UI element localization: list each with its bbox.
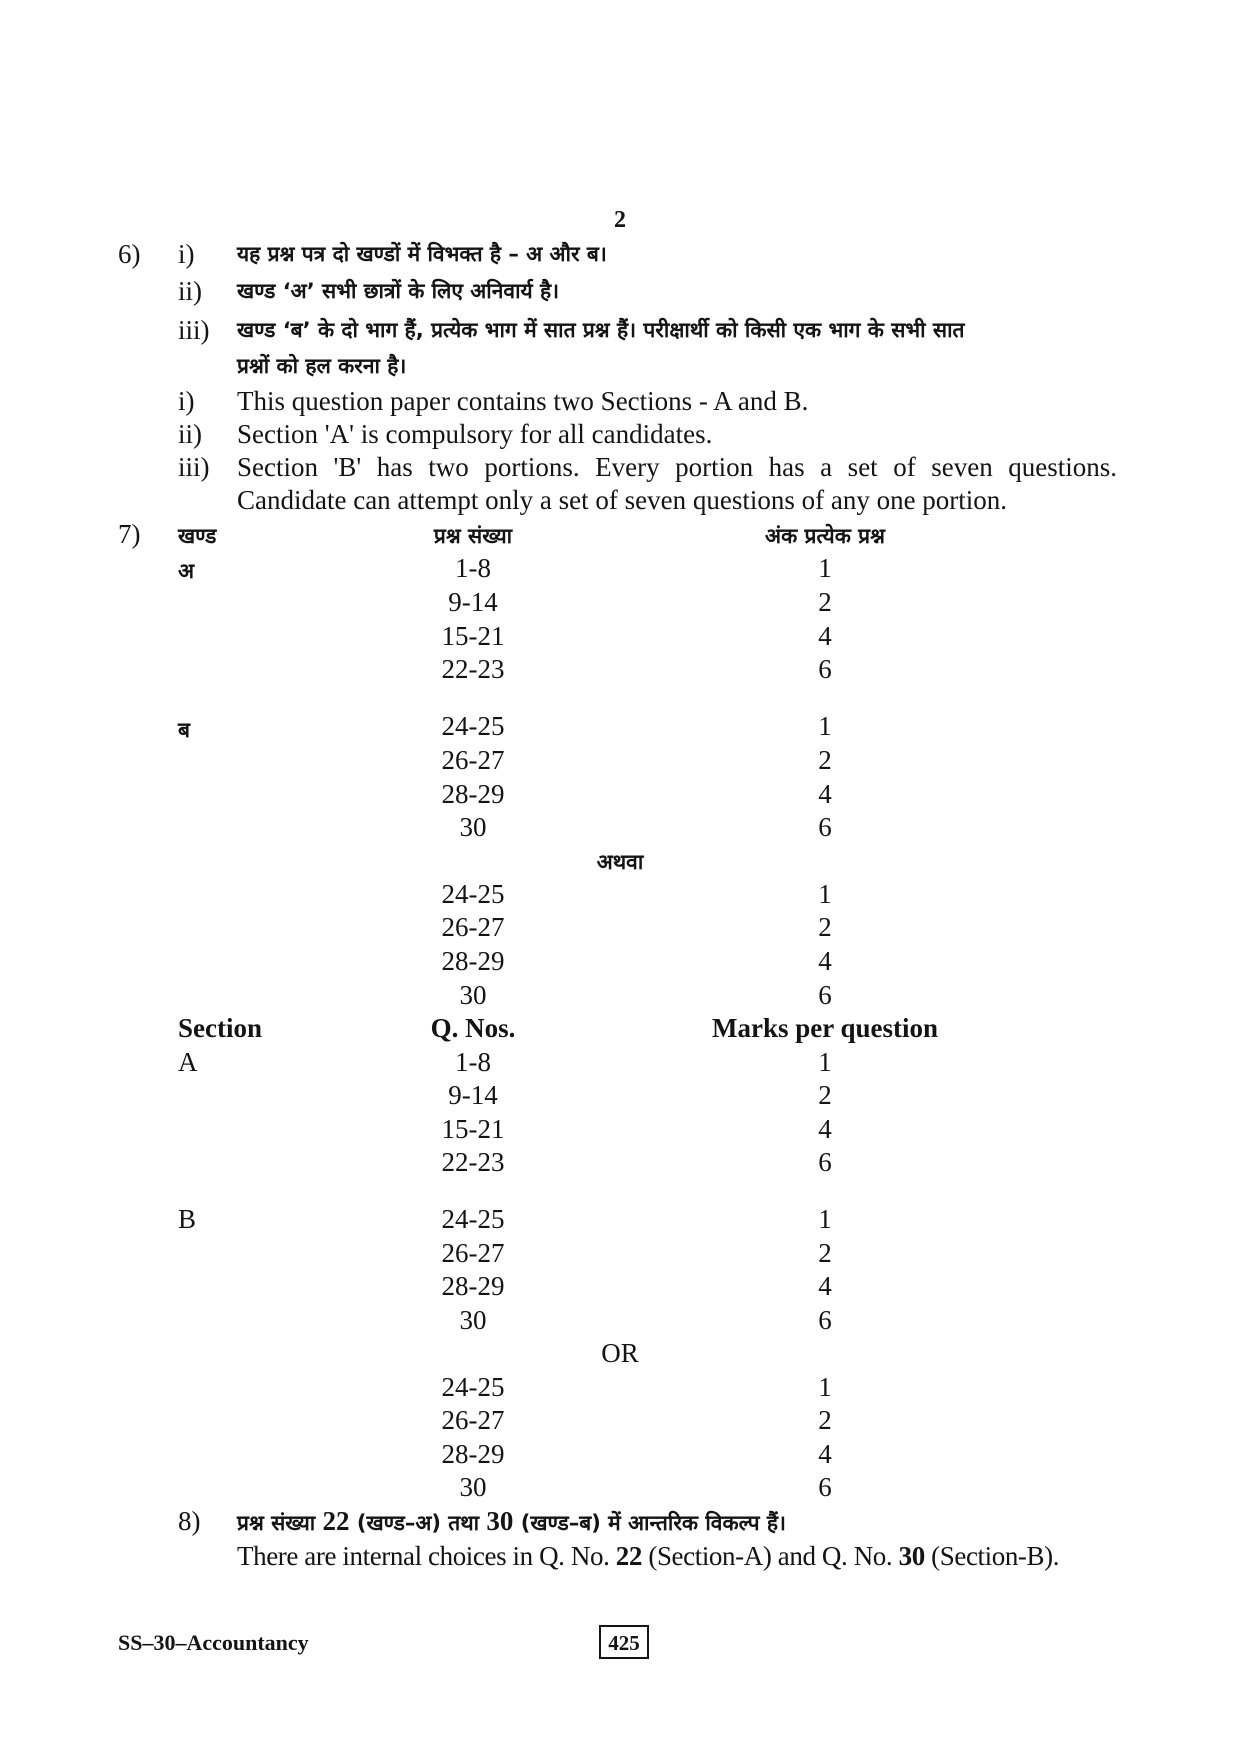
table-cell-marks: 1 — [818, 1372, 832, 1402]
english-note-part: (Section-B). — [924, 1541, 1060, 1571]
table-cell-marks: 6 — [818, 980, 832, 1010]
table-cell-qnos: 28-29 — [441, 946, 505, 976]
table-cell-marks: 2 — [818, 912, 832, 942]
table-cell-qnos: 30 — [459, 980, 487, 1010]
table-cell-marks: 1 — [818, 711, 832, 741]
table-header-qnos: Q. Nos. — [430, 1013, 516, 1043]
table-cell-qnos: 26-27 — [441, 912, 505, 942]
sub-number: iii) — [178, 315, 210, 345]
english-note-part: There are internal choices in Q. No. — [237, 1541, 616, 1571]
table-cell-marks: 6 — [818, 812, 832, 842]
table-header-qnos: प्रश्न संख्या — [433, 524, 513, 548]
table-cell-marks: 6 — [818, 1472, 832, 1502]
sub-number: ii) — [178, 419, 202, 449]
table-cell-marks: 4 — [818, 779, 832, 809]
sub-number: iii) — [178, 452, 210, 482]
table-cell-marks: 2 — [818, 1080, 832, 1110]
table-cell-marks: 4 — [818, 1114, 832, 1144]
item-number: 6) — [118, 239, 141, 269]
table-cell-marks: 1 — [818, 879, 832, 909]
item-number: 7) — [118, 519, 141, 549]
table-cell-qnos: 30 — [459, 812, 487, 842]
or-label: OR — [601, 1338, 639, 1368]
table-cell-qnos: 15-21 — [441, 621, 505, 651]
table-header-marks: अंक प्रत्येक प्रश्न — [765, 524, 885, 548]
question-number: 30 — [898, 1541, 925, 1571]
table-header-section: Section — [178, 1013, 262, 1043]
table-cell-qnos: 15-21 — [441, 1114, 505, 1144]
table-cell-qnos: 28-29 — [441, 1439, 505, 1469]
table-cell-qnos: 30 — [459, 1305, 487, 1335]
question-number: 22 — [322, 1506, 350, 1536]
table-cell-marks: 1 — [818, 1204, 832, 1234]
table-cell-marks: 2 — [818, 745, 832, 775]
hindi-note — [237, 1505, 786, 1539]
table-cell-marks: 6 — [818, 654, 832, 684]
english-note-part: (Section-A) and Q. No. — [642, 1541, 899, 1571]
table-cell-marks: 6 — [818, 1147, 832, 1177]
table-cell-marks: 4 — [818, 1439, 832, 1469]
english-instruction: This question paper contains two Sections - A and B. — [237, 386, 809, 416]
table-cell-qnos: 28-29 — [441, 779, 505, 809]
table-cell-qnos: 26-27 — [441, 1238, 505, 1268]
section-label: A — [178, 1047, 198, 1077]
hindi-instruction: यह प्रश्न पत्र दो खण्डों में विभक्त है – अ और ब। — [237, 242, 607, 266]
hindi-note-part: (खण्ड–ब) में आन्तरिक विकल्प हैं। — [513, 1511, 786, 1535]
hindi-instruction: खण्ड ‘ब’ के दो भाग हैं, प्रत्येक भाग में सात प्रश्न हैं। परीक्षार्थी को किसी एक भाग के सभी सात — [237, 318, 965, 342]
table-cell-qnos: 28-29 — [441, 1271, 505, 1301]
table-cell-marks: 2 — [818, 587, 832, 617]
table-cell-qnos: 1-8 — [455, 553, 491, 583]
question-number: 30 — [486, 1506, 514, 1536]
table-cell-qnos: 1-8 — [455, 1047, 491, 1077]
or-label: अथवा — [596, 850, 644, 874]
section-label: अ — [178, 559, 195, 583]
section-label: B — [178, 1204, 197, 1234]
paper-code: SS–30–Accountancy — [118, 1630, 309, 1655]
table-cell-qnos: 30 — [459, 1472, 487, 1502]
table-cell-qnos: 22-23 — [441, 1147, 505, 1177]
page-number: 425 — [608, 1631, 640, 1655]
english-note — [237, 1540, 1059, 1572]
hindi-note-part: (खण्ड–अ) तथा — [349, 1511, 487, 1535]
table-cell-qnos: 9-14 — [448, 1080, 498, 1110]
page-top-number: 2 — [614, 207, 626, 233]
hindi-instruction: खण्ड ‘अ’ सभी छात्रों के लिए अनिवार्य है। — [237, 279, 560, 303]
sub-number: i) — [178, 239, 195, 269]
table-cell-qnos: 24-25 — [441, 879, 505, 909]
table-cell-marks: 1 — [818, 553, 832, 583]
table-cell-marks: 2 — [818, 1238, 832, 1268]
table-cell-qnos: 26-27 — [441, 745, 505, 775]
english-instruction-cont: Candidate can attempt only a set of seven questions of any one portion. — [237, 485, 1008, 515]
table-cell-marks: 4 — [818, 1271, 832, 1301]
table-header-section: खण्ड — [178, 524, 217, 548]
table-header-marks: Marks per question — [711, 1013, 939, 1043]
table-cell-marks: 1 — [818, 1047, 832, 1077]
sub-number: i) — [178, 386, 195, 416]
english-instruction: Section 'A' is compulsory for all candidates. — [237, 419, 713, 449]
item-number: 8) — [178, 1506, 201, 1536]
table-cell-qnos: 24-25 — [441, 1372, 505, 1402]
hindi-instruction-cont: प्रश्नों को हल करना है। — [237, 354, 407, 378]
table-cell-qnos: 26-27 — [441, 1405, 505, 1435]
sub-number: ii) — [178, 276, 202, 306]
page-number-box — [599, 1625, 649, 1659]
table-cell-qnos: 22-23 — [441, 654, 505, 684]
table-cell-marks: 4 — [818, 946, 832, 976]
table-cell-marks: 6 — [818, 1305, 832, 1335]
table-cell-qnos: 24-25 — [441, 1204, 505, 1234]
table-cell-marks: 2 — [818, 1405, 832, 1435]
question-number: 22 — [615, 1541, 642, 1571]
table-cell-marks: 4 — [818, 621, 832, 651]
hindi-note-part: प्रश्न संख्या — [237, 1511, 323, 1535]
english-instruction: Section 'B' has two portions. Every portion has a set of seven questions. — [237, 452, 1117, 482]
table-cell-qnos: 9-14 — [448, 587, 498, 617]
section-label: ब — [178, 718, 190, 742]
table-cell-qnos: 24-25 — [441, 711, 505, 741]
